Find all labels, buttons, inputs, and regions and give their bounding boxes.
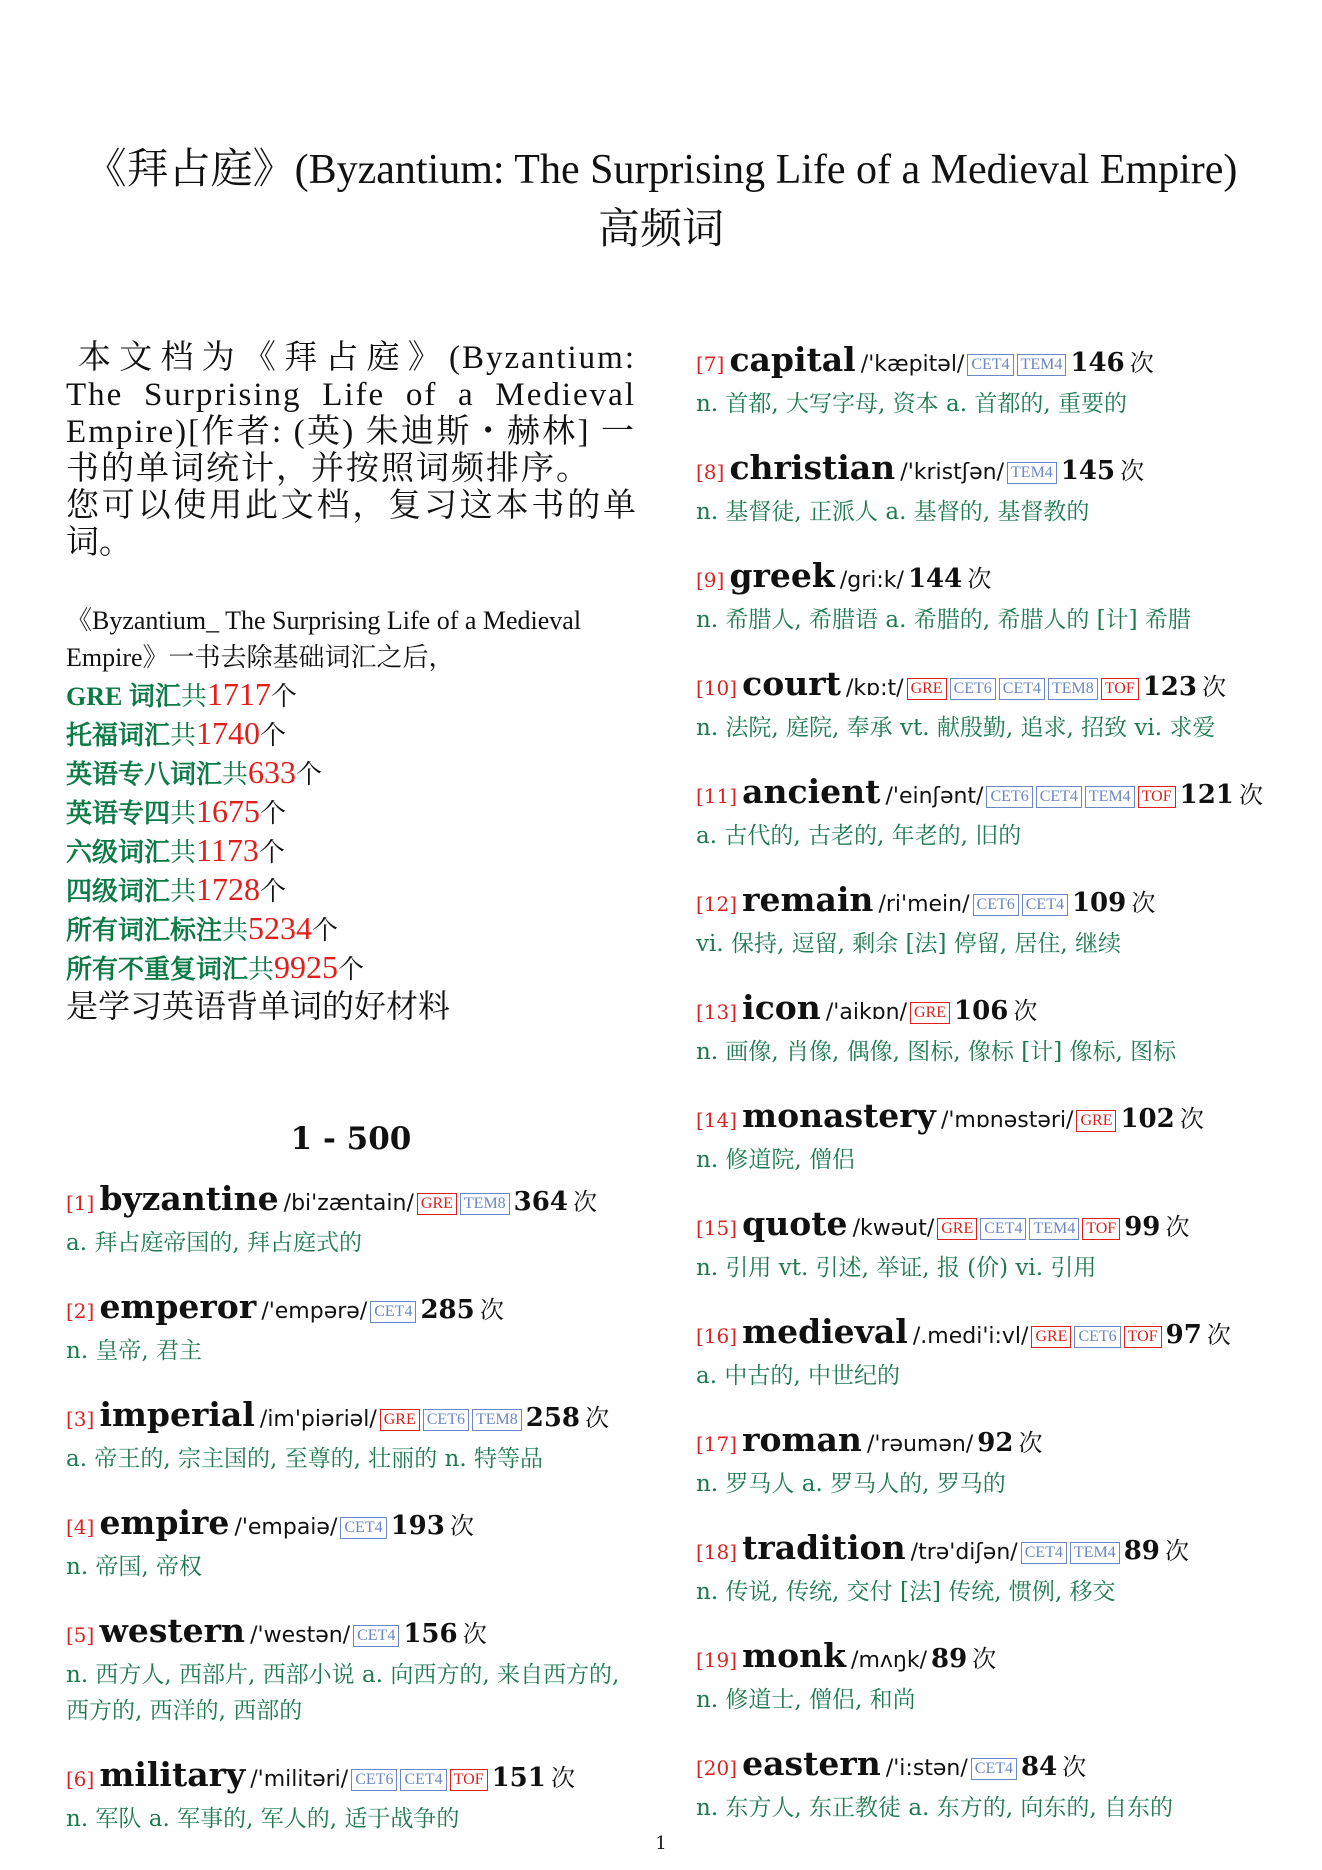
entry-definition: n. 法院, 庭院, 奉承 vt. 献殷勤, 追求, 招致 vi. 求爱 (696, 715, 1216, 741)
stat-row (66, 910, 636, 949)
entry-phonetic: /'kæpitəl/ (860, 352, 965, 377)
word-entry (696, 1312, 1296, 1394)
intro-paragraph-2: 您可以使用此文档，复习这本书的单词。 (66, 488, 636, 561)
entry-word: emperor (99, 1287, 257, 1326)
word-entry (696, 448, 1296, 530)
entry-index: [7] (696, 352, 725, 376)
word-entry (696, 340, 1296, 422)
exam-tag: TOF (1138, 786, 1176, 808)
entry-phonetic: /bi'zæntain/ (283, 1191, 414, 1216)
frequency-unit: 次 (1202, 673, 1227, 701)
entry-index: [10] (696, 676, 738, 700)
page-number: 1 (655, 1833, 667, 1854)
entry-word: empire (99, 1503, 230, 1542)
word-entry (696, 1528, 1296, 1610)
entry-headline (696, 448, 1296, 494)
entry-definition: n. 画像, 肖像, 偶像, 图标, 像标 [计] 像标, 图标 (696, 1039, 1177, 1065)
vocabulary-stats (66, 602, 636, 1025)
entry-word: western (99, 1611, 246, 1650)
entry-definition: a. 中古的, 中世纪的 (696, 1363, 900, 1389)
exam-tag: CET4 (971, 1758, 1017, 1780)
stats-closing: 是学习英语背单词的好材料 (66, 988, 451, 1024)
entry-index: [4] (66, 1515, 95, 1539)
entry-definition: n. 帝国, 帝权 (66, 1554, 203, 1580)
exam-tag: CET4 (370, 1301, 416, 1323)
entry-frequency: 89 (1123, 1536, 1160, 1566)
entry-index: [8] (696, 460, 725, 484)
entry-word: military (99, 1755, 246, 1794)
exam-tag: TEM8 (472, 1409, 522, 1431)
stat-count: 1728 (196, 871, 261, 907)
stat-row (66, 754, 636, 793)
entry-word: greek (729, 556, 835, 595)
exam-tag: GRE (910, 1002, 950, 1024)
frequency-unit: 次 (1206, 1321, 1231, 1349)
entry-frequency: 144 (907, 564, 963, 594)
entry-phonetic: /'einʃənt/ (885, 784, 984, 809)
entry-frequency: 258 (525, 1403, 581, 1433)
word-entry (696, 772, 1296, 854)
word-entry (66, 1611, 636, 1729)
exam-tag: GRE (937, 1218, 977, 1240)
word-entry (696, 880, 1296, 962)
frequency-unit: 次 (479, 1296, 504, 1324)
word-entry (696, 988, 1296, 1070)
intro-text (66, 340, 636, 562)
frequency-unit: 次 (1129, 349, 1154, 377)
intro-paragraph-1: 本文档为《拜占庭》(Byzantium: The Surprising Life of a Medieval Empire)[作者: (英) 朱迪斯・赫林] 一书的单词统计，并按照词频排序。 (66, 340, 636, 487)
stat-row (66, 832, 636, 871)
entry-word: byzantine (99, 1179, 279, 1218)
entry-definition: n. 修道院, 僧侣 (696, 1147, 856, 1173)
entry-phonetic: /'mɒnəstəri/ (940, 1108, 1074, 1133)
exam-tag: CET4 (1021, 1542, 1067, 1564)
exam-tag: CET4 (400, 1769, 446, 1791)
entry-phonetic: /'kristʃən/ (900, 460, 1005, 485)
right-column (696, 340, 1296, 1852)
entry-index: [6] (66, 1767, 95, 1791)
entry-definition: a. 古代的, 古老的, 年老的, 旧的 (696, 823, 1022, 849)
entry-word: imperial (99, 1395, 255, 1434)
stat-gong: 共 (170, 799, 197, 828)
entry-index: [16] (696, 1324, 738, 1348)
exam-tag: TOF (1082, 1218, 1120, 1240)
exam-tag: TEM4 (1085, 786, 1135, 808)
left-column (66, 340, 636, 1863)
entry-word: christian (729, 448, 896, 487)
entry-definition: n. 皇帝, 君主 (66, 1338, 203, 1364)
entry-definition: n. 引用 vt. 引述, 举证, 报 (价) vi. 引用 (696, 1255, 1097, 1281)
entry-frequency: 193 (390, 1511, 445, 1541)
exam-tag: CET4 (340, 1517, 386, 1539)
entry-index: [3] (66, 1407, 95, 1431)
word-entry (696, 1096, 1296, 1178)
exam-tag: CET6 (986, 786, 1032, 808)
entry-word: capital (729, 340, 856, 379)
entry-headline (696, 556, 1296, 602)
stat-unit: 个 (260, 721, 287, 750)
stat-label: GRE 词汇 (66, 682, 181, 711)
exam-tag: TEM4 (1070, 1542, 1120, 1564)
exam-tag: CET4 (353, 1625, 399, 1647)
entry-headline (696, 1744, 1296, 1790)
word-entry (66, 1503, 636, 1585)
entry-phonetic: /kwəut/ (852, 1216, 935, 1241)
exam-tag: TOF (450, 1769, 488, 1791)
entry-index: [18] (696, 1540, 738, 1564)
stat-unit: 个 (296, 760, 323, 789)
exam-tag: GRE (417, 1193, 457, 1215)
entry-frequency: 156 (403, 1619, 458, 1649)
exam-tag: CET4 (1022, 894, 1068, 916)
entry-frequency: 102 (1120, 1104, 1175, 1134)
entry-word: medieval (742, 1312, 908, 1351)
entry-frequency: 123 (1142, 672, 1197, 702)
exam-tag: TEM4 (1017, 354, 1067, 376)
entry-definition: a. 帝王的, 宗主国的, 至尊的, 壮丽的 n. 特等品 (66, 1446, 543, 1472)
entry-headline (696, 664, 1296, 710)
stat-label: 英语专八词汇 (66, 760, 223, 789)
stat-count: 1675 (196, 793, 261, 829)
entry-frequency: 106 (954, 996, 1009, 1026)
entry-phonetic: /'westən/ (250, 1623, 351, 1648)
entry-definition: n. 西方人, 西部片, 西部小说 a. 向西方的, 来自西方的, 西方的, 西洋的, 西部的 (66, 1662, 620, 1724)
frequency-unit: 次 (1131, 889, 1156, 917)
exam-tag: CET4 (980, 1218, 1026, 1240)
entry-index: [17] (696, 1432, 738, 1456)
exam-tag: CET6 (950, 678, 996, 700)
exam-tag: TEM8 (460, 1193, 510, 1215)
stat-gong: 共 (170, 877, 197, 906)
exam-tag: TEM8 (1048, 678, 1098, 700)
entry-phonetic: /trə'diʃən/ (910, 1540, 1018, 1565)
entry-frequency: 151 (491, 1763, 546, 1793)
stat-label: 英语专四 (66, 799, 171, 828)
entry-headline (66, 1503, 636, 1549)
entry-frequency: 99 (1124, 1212, 1161, 1242)
frequency-unit: 次 (449, 1512, 474, 1540)
entry-definition: n. 希腊人, 希腊语 a. 希腊的, 希腊人的 [计] 希腊 (696, 607, 1191, 633)
exam-tag: TOF (1101, 678, 1139, 700)
entry-definition: n. 罗马人 a. 罗马人的, 罗马的 (696, 1471, 1006, 1497)
entry-headline (696, 988, 1296, 1034)
entry-headline (696, 772, 1296, 818)
entry-word: monk (742, 1636, 846, 1675)
stat-gong: 共 (248, 955, 275, 984)
exam-tag: CET6 (973, 894, 1019, 916)
entry-definition: n. 传说, 传统, 交付 [法] 传统, 惯例, 移交 (696, 1579, 1116, 1605)
exam-tag: CET4 (999, 678, 1045, 700)
title-line-1: 《拜占庭》(Byzantium: The Surprising Life of a Medieval Empire) (84, 147, 1238, 193)
entry-headline (696, 880, 1296, 926)
exam-tag: GRE (380, 1409, 420, 1431)
stat-unit: 个 (258, 838, 285, 867)
frequency-unit: 次 (550, 1764, 575, 1792)
entry-frequency: 145 (1060, 456, 1116, 486)
stat-row (66, 871, 636, 910)
word-entry (66, 1287, 636, 1369)
entry-frequency: 285 (420, 1295, 475, 1325)
stat-gong: 共 (222, 760, 249, 789)
stat-count: 1173 (196, 832, 259, 868)
entry-word: court (742, 664, 841, 703)
entry-frequency: 89 (931, 1644, 968, 1674)
stat-label: 所有词汇标注 (66, 916, 223, 945)
entry-headline (696, 1528, 1296, 1574)
stat-count: 633 (248, 754, 297, 790)
entry-index: [13] (696, 1000, 738, 1024)
stat-count: 9925 (274, 949, 339, 985)
document-title (0, 140, 1322, 260)
entry-headline (696, 1204, 1296, 1250)
entry-definition: a. 拜占庭帝国的, 拜占庭式的 (66, 1230, 362, 1256)
exam-tag: GRE (1031, 1326, 1071, 1348)
frequency-unit: 次 (573, 1188, 598, 1216)
entry-word: quote (742, 1204, 848, 1243)
entry-headline (66, 1755, 636, 1801)
frequency-unit: 次 (1120, 457, 1145, 485)
entry-index: [11] (696, 784, 738, 808)
word-entry (66, 1179, 636, 1261)
exam-tag: TEM4 (1007, 462, 1057, 484)
entry-index: [14] (696, 1108, 738, 1132)
stat-unit: 个 (338, 955, 365, 984)
stat-label: 四级词汇 (66, 877, 171, 906)
stat-label: 托福词汇 (66, 721, 171, 750)
entry-frequency: 364 (513, 1187, 568, 1217)
word-entry (696, 1636, 1296, 1718)
entry-word: roman (742, 1420, 862, 1459)
exam-tag: CET6 (1074, 1326, 1120, 1348)
entry-definition: n. 修道士, 僧侣, 和尚 (696, 1687, 916, 1713)
entry-phonetic: /im'piəriəl/ (259, 1407, 377, 1432)
frequency-unit: 次 (1062, 1753, 1087, 1781)
entry-phonetic: /kɒ:t/ (845, 676, 904, 701)
stat-gong: 共 (170, 721, 197, 750)
stat-label: 所有不重复词汇 (66, 955, 249, 984)
stat-row (66, 949, 636, 988)
entry-headline (66, 1395, 636, 1441)
stat-unit: 个 (260, 799, 287, 828)
entry-word: tradition (742, 1528, 906, 1567)
frequency-unit: 次 (462, 1620, 487, 1648)
stat-count: 5234 (248, 910, 313, 946)
word-entry (696, 1420, 1296, 1502)
entry-index: [12] (696, 892, 738, 916)
stat-count: 1740 (196, 715, 261, 751)
stats-list (66, 676, 636, 988)
entry-headline (696, 1312, 1296, 1358)
word-entry (696, 664, 1296, 746)
title-line-2: 高频词 (597, 207, 724, 253)
exam-tag: GRE (1076, 1110, 1116, 1132)
stats-book-line: 《Byzantium_ The Surprising Life of a Medieval Empire》一书去除基础词汇之后， (66, 606, 582, 672)
exam-tag: GRE (907, 678, 947, 700)
entry-definition: n. 军队 a. 军事的, 军人的, 适于战争的 (66, 1806, 460, 1832)
entry-headline (66, 1611, 636, 1657)
entry-frequency: 109 (1071, 888, 1127, 918)
stat-label: 六级词汇 (66, 838, 171, 867)
entry-phonetic: /'rəumən/ (866, 1432, 974, 1457)
entry-index: [15] (696, 1216, 738, 1240)
entry-frequency: 97 (1165, 1320, 1202, 1350)
entry-phonetic: /mʌŋk/ (851, 1648, 928, 1673)
entry-definition: vi. 保持, 逗留, 剩余 [法] 停留, 居住, 继续 (696, 931, 1122, 957)
stat-gong: 共 (170, 838, 197, 867)
word-entry (696, 556, 1296, 638)
stat-unit: 个 (270, 682, 297, 711)
entry-definition: n. 首都, 大写字母, 资本 a. 首都的, 重要的 (696, 391, 1127, 417)
word-list-left (66, 1179, 636, 1837)
entry-definition: n. 东方人, 东正教徒 a. 东方的, 向东的, 自东的 (696, 1795, 1173, 1821)
word-list-right (696, 340, 1296, 1826)
entry-headline (696, 1420, 1296, 1466)
frequency-unit: 次 (1239, 781, 1263, 809)
entry-headline (696, 1096, 1296, 1142)
entry-frequency: 146 (1070, 348, 1125, 378)
word-entry (696, 1744, 1296, 1826)
entry-headline (66, 1287, 636, 1333)
entry-index: [9] (696, 568, 725, 592)
entry-phonetic: /'militəri/ (250, 1767, 349, 1792)
exam-tag: CET4 (967, 354, 1013, 376)
entry-headline (696, 340, 1296, 386)
entry-word: eastern (742, 1744, 881, 1783)
range-heading: 1 - 500 (290, 1121, 412, 1157)
exam-tag: CET6 (423, 1409, 469, 1431)
entry-word: icon (742, 988, 821, 1027)
entry-definition: n. 基督徒, 正派人 a. 基督的, 基督教的 (696, 499, 1090, 525)
entry-frequency: 121 (1179, 780, 1234, 810)
entry-frequency: 84 (1021, 1752, 1058, 1782)
entry-index: [19] (696, 1648, 738, 1672)
frequency-unit: 次 (972, 1645, 997, 1673)
frequency-unit: 次 (1165, 1213, 1190, 1241)
frequency-unit: 次 (585, 1404, 610, 1432)
frequency-unit: 次 (967, 565, 992, 593)
exam-tag: TOF (1124, 1326, 1162, 1348)
stat-row (66, 793, 636, 832)
stat-unit: 个 (312, 916, 339, 945)
stat-gong: 共 (180, 682, 207, 711)
entry-phonetic: /'i:stən/ (885, 1756, 968, 1781)
entry-headline (66, 1179, 636, 1225)
exam-tag: CET6 (351, 1769, 397, 1791)
word-entry (66, 1755, 636, 1837)
entry-word: remain (742, 880, 874, 919)
frequency-unit: 次 (1013, 997, 1038, 1025)
frequency-unit: 次 (1018, 1429, 1043, 1457)
stat-row (66, 676, 636, 715)
entry-index: [20] (696, 1756, 738, 1780)
frequency-unit: 次 (1179, 1105, 1204, 1133)
stat-unit: 个 (260, 877, 287, 906)
stat-gong: 共 (222, 916, 249, 945)
stat-row (66, 715, 636, 754)
word-entry (696, 1204, 1296, 1286)
entry-phonetic: /'aikɒn/ (825, 1000, 908, 1025)
entry-phonetic: /'empaiə/ (234, 1515, 338, 1540)
entry-index: [2] (66, 1299, 95, 1323)
frequency-unit: 次 (1164, 1537, 1189, 1565)
word-entry (66, 1395, 636, 1477)
entry-word: ancient (742, 772, 881, 811)
entry-frequency: 92 (977, 1428, 1014, 1458)
exam-tag: CET4 (1036, 786, 1082, 808)
exam-tag: TEM4 (1029, 1218, 1079, 1240)
entry-phonetic: /.medi'i:vl/ (912, 1324, 1029, 1349)
entry-word: monastery (742, 1096, 936, 1135)
entry-index: [5] (66, 1623, 95, 1647)
entry-index: [1] (66, 1191, 95, 1215)
entry-phonetic: /'empərə/ (261, 1299, 368, 1324)
entry-phonetic: /ri'mein/ (878, 892, 970, 917)
entry-phonetic: /gri:k/ (839, 568, 904, 593)
entry-headline (696, 1636, 1296, 1682)
stat-count: 1717 (206, 676, 271, 712)
